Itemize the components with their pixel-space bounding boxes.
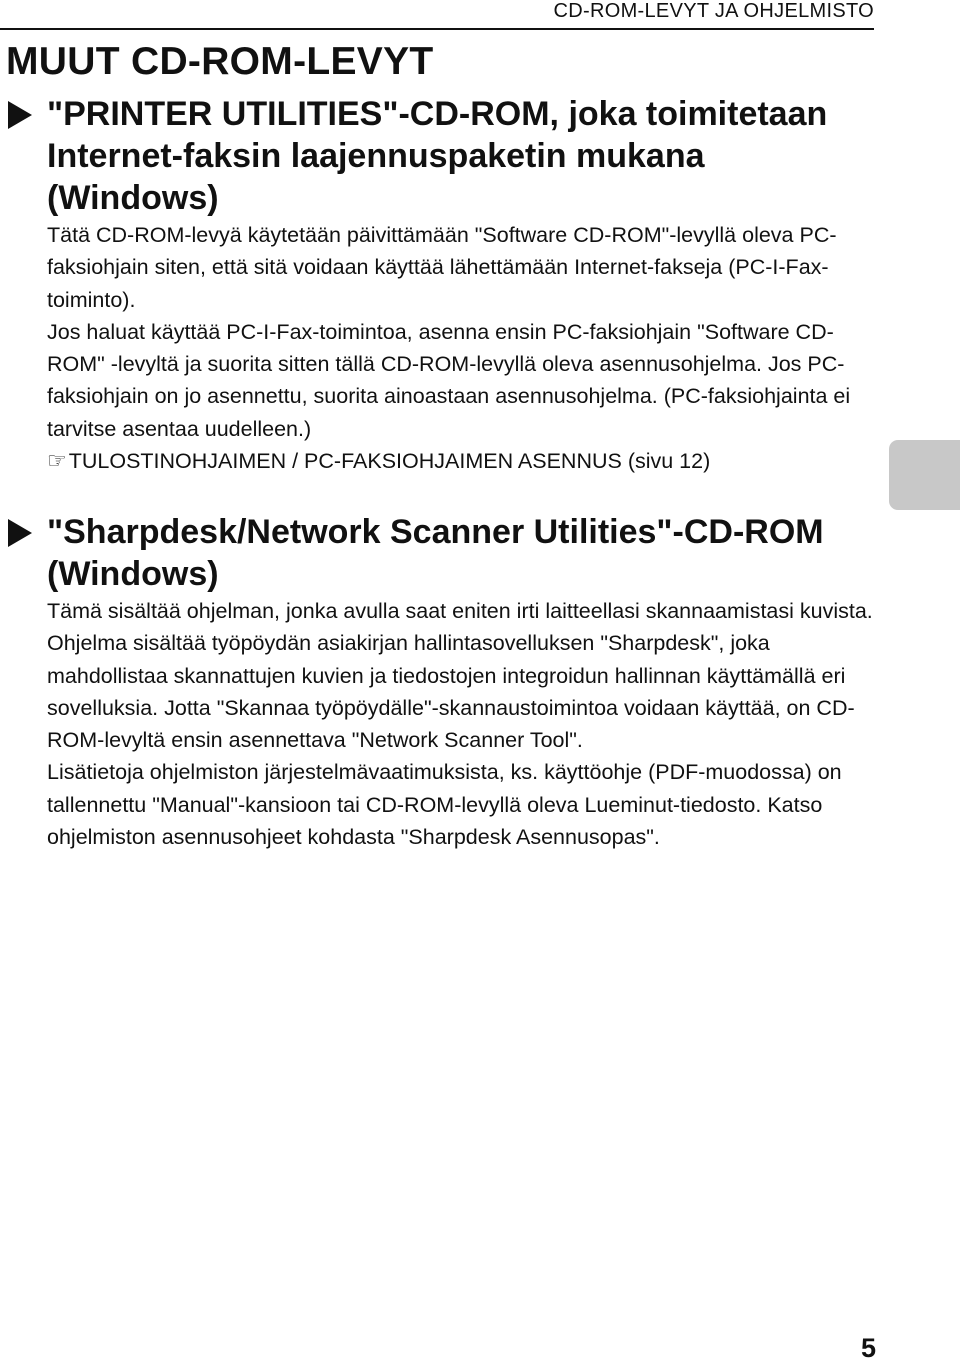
- paragraph: Tätä CD-ROM-levyä käytetään päivittämään "Software CD-ROM"-levyllä oleva PC-faksiohjain siten, että sitä voidaan käyttää lähettämään Internet-fakseja (PC-I-Fax-toiminto).: [47, 223, 837, 312]
- cross-reference-link[interactable]: TULOSTINOHJAIMEN / PC-FAKSIOHJAIMEN ASENNUS (sivu 12): [68, 449, 711, 474]
- chapter-tab: [889, 440, 960, 510]
- section-sharpdesk: [6, 511, 876, 853]
- triangle-bullet-icon: [8, 519, 32, 547]
- pointing-hand-icon: ☞: [47, 448, 67, 474]
- section-heading-text: "PRINTER UTILITIES"-CD-ROM, joka toimitetaan Internet-faksin laajennuspaketin mukana (Windows): [47, 95, 828, 217]
- cross-reference: [6, 445, 876, 477]
- paragraph: Jos haluat käyttää PC-I-Fax-toimintoa, asenna ensin PC-faksiohjain "Software CD-ROM" -levyltä ja suorita sitten tällä CD-ROM-levyllä oleva asennusohjelma. Jos PC-faksiohjain on jo asennettu, suorita ainoastaan asennusohjelma. (PC-faksiohjainta ei tarvitse asentaa uudelleen.): [47, 319, 851, 441]
- paragraph: Tämä sisältää ohjelman, jonka avulla saat eniten irti laitteellasi skannaamistasi kuvista. Ohjelma sisältää työpöydän asiakirjan hallintasovelluksen "Sharpdesk", joka mahdollistaa skannattujen kuvien ja tiedostojen integroidun hallinnan käyttämällä eri sovelluksia. Jotta "Skannaa työpöydälle"-skannaustoimintoa voidaan käyttää, on CD-ROM-levyltä ensin asennettava "Network Scanner Tool".: [47, 599, 873, 753]
- section-heading-text: "Sharpdesk/Network Scanner Utilities"-CD-ROM (Windows): [47, 513, 824, 593]
- running-header: CD-ROM-LEVYT JA OHJELMISTO: [553, 0, 874, 22]
- page-title: MUUT CD-ROM-LEVYT: [6, 40, 434, 83]
- section-heading: [6, 511, 876, 595]
- section-printer-utilities: [6, 93, 876, 477]
- paragraph: Lisätietoja ohjelmiston järjestelmävaatimuksista, ks. käyttöohje (PDF-muodossa) on tallennettu "Manual"-kansioon tai CD-ROM-levyllä oleva Lueminut-tiedosto. Katso ohjelmiston asennusohjeet kohdasta "Sharpdesk Asennusopas".: [47, 760, 842, 850]
- header-rule: [0, 28, 874, 30]
- section-heading: [6, 93, 876, 219]
- triangle-bullet-icon: [8, 101, 32, 129]
- page-number: 5: [860, 1333, 876, 1363]
